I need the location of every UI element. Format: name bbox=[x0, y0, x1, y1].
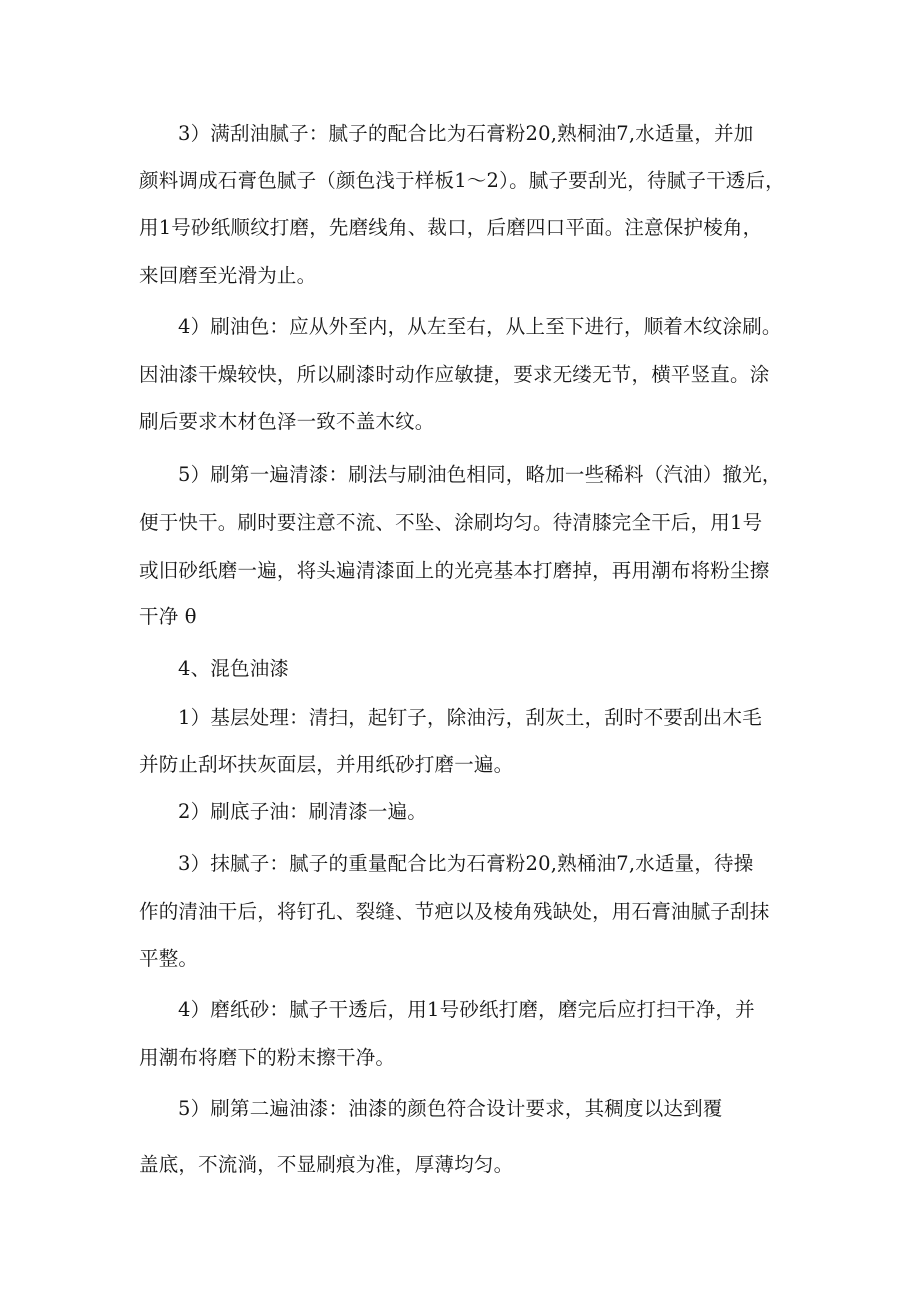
text-line: 或旧砂纸磨一遍，将头遍清漆面上的光亮基本打磨掉，再用潮布将粉尘擦 bbox=[139, 559, 770, 582]
text-line: 便于快干。刷时要注意不流、不坠、涂刷均匀。待清膝完全干后，用1号 bbox=[139, 511, 763, 534]
text-line: 用1号砂纸顺纹打磨，先磨线角、裁口，后磨四口平面。注意保护棱角， bbox=[139, 216, 763, 239]
text-line: 干净 θ bbox=[139, 605, 197, 628]
text-line: 用潮布将磨下的粉末擦干净。 bbox=[139, 1046, 396, 1069]
text-line: 3）抹腻子：腻子的重量配合比为石膏粉20,熟桶油7,水适量，待操 bbox=[178, 852, 754, 875]
text-line: 3）满刮油腻子：腻子的配合比为石膏粉20,熟桐油7,水适量，并加 bbox=[178, 122, 754, 145]
text-line: 作的清油干后，将钉孔、裂缝、节疤以及棱角残缺处，用石膏油腻子刮抹 bbox=[139, 900, 770, 923]
text-line: 5）刷第二遍油漆：油漆的颜色符合设计要求，其稠度以达到覆 bbox=[178, 1097, 723, 1120]
text-line: 颜料调成石膏色腻子（颜色浅于样板1～2）。腻子要刮光，待腻子干透后， bbox=[139, 169, 785, 192]
text-line: 刷后要求木材色泽一致不盖木纹。 bbox=[139, 410, 435, 433]
text-line: 盖底，不流淌，不显刷痕为准，厚薄均匀。 bbox=[139, 1153, 514, 1176]
text-line: 并防止刮坏扶灰面层，并用纸砂打磨一遍。 bbox=[139, 753, 514, 776]
text-line: 来回磨至光滑为止。 bbox=[139, 264, 317, 287]
text-line: 2）刷底子油：刷清漆一遍。 bbox=[178, 800, 428, 823]
text-line: 平整。 bbox=[139, 947, 199, 970]
section-heading: 4、混色油漆 bbox=[178, 657, 290, 680]
text-line: 5）刷第一遍清漆：刷法与刷油色相同，略加一些稀料（汽油）撤光， bbox=[178, 463, 782, 486]
text-line: 4）磨纸砂：腻子干透后，用1号砂纸打磨，磨完后应打扫干净，并 bbox=[178, 998, 755, 1021]
text-line: 因油漆干燥较快，所以刷漆时动作应敏捷，要求无缕无节，横平竖直。涂 bbox=[139, 363, 770, 386]
text-line: 4）刷油色：应从外至内，从左至右，从上至下进行，顺着木纹涂刷。 bbox=[178, 315, 782, 338]
text-line: 1）基层处理：清扫，起钉子，除油污，刮灰土，刮时不要刮出木毛 bbox=[178, 706, 762, 729]
